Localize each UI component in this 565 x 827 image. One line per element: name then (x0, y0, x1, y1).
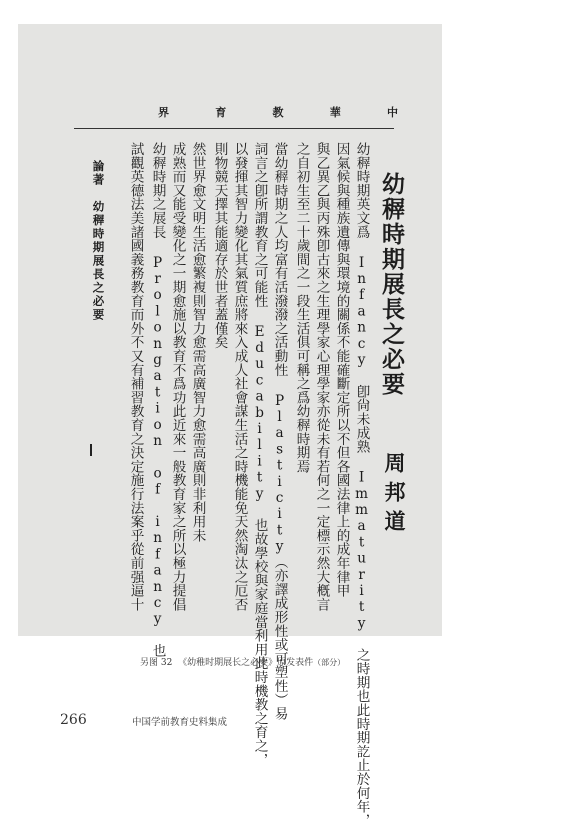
body-column: 因氣候與種族遺傳與環境的關係不能確斷定所以不但各國法律上的成年律甲 (333, 142, 350, 598)
article-author: 周邦道 (382, 452, 407, 539)
header-rule (74, 128, 394, 129)
body-column: 幼稺時期之展長 Prolongation of infancy 也 (149, 142, 166, 658)
body-column: 成熟而又能受變化之一期愈施以教育不爲功此近來一般教育家之所以極力提倡 (169, 142, 186, 612)
book-title: 中国学前教育史料集成 (132, 717, 228, 728)
body-column: 之自初生至二十歲間之一段生活俱可稱之爲幼稺時期焉 (293, 142, 310, 474)
article-title: 幼稺時期展長之必要 (378, 172, 405, 397)
caption-label: 另图 32 (140, 658, 173, 668)
caption-title: 《幼稚时期展长之必要》原发表件 (178, 658, 314, 668)
running-title: 論著 幼稺時期展長之必要 (91, 160, 106, 322)
column-mark (90, 444, 92, 456)
body-column: 幼稺時期英文爲 Infancy 卽尙未成熟 Immaturity 之時期也此時期訖止於何年， (353, 142, 370, 827)
body-column: 詞言之卽所謂教育之可能性 Educability 也故學校與家庭當利用此時機教之育之， (251, 142, 268, 767)
header-char: 華 (329, 106, 341, 119)
body-column: 與乙異乙與丙殊卽古來之生理學家心理學家亦從未有若何之一定標示然大槪言 (313, 142, 330, 612)
header-char: 界 (158, 106, 169, 119)
page-number: 266 (60, 712, 87, 728)
journal-header (158, 104, 398, 120)
body-column: 則物競天擇其能適存於世者蓋僅矣 (211, 142, 228, 349)
header-char: 育 (215, 106, 227, 119)
body-column: 以發揮其智力變化其氣質庶將來入成人社會謀生活之時機能免天然淘汰之厄否 (231, 142, 248, 612)
body-column: 試觀英德法美諸國義務教育而外不又有補習教育之決定施行法案乎從前强逼十 (127, 142, 144, 612)
figure-caption (140, 655, 345, 668)
header-char: 教 (272, 106, 284, 119)
body-column: 然世界愈文明生活愈繁複則智力愈需高廣智力愈需高廣則非利用未 (189, 142, 206, 543)
body-column: 當幼稺時期之人均富有活潑潑之活動性 Plasticity（亦譯成形性或可塑性）易 (271, 142, 288, 721)
caption-note: （部分） (313, 658, 346, 667)
header-char: 中 (387, 106, 398, 119)
